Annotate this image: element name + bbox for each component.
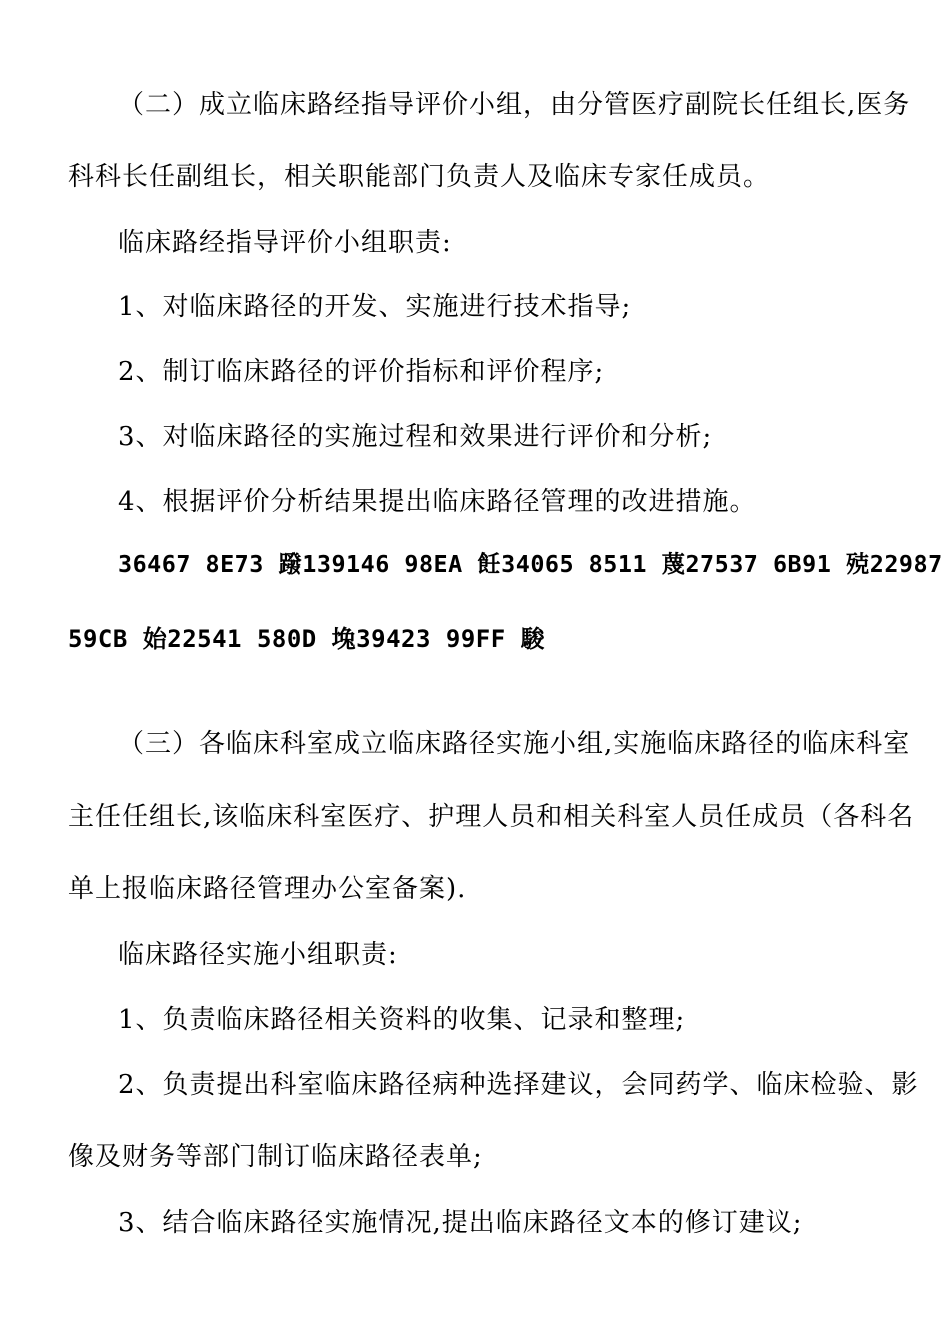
section2-item-3: 3、对临床路径的实施过程和效果进行评价和分析; — [118, 422, 713, 452]
section2-item-1: 1、对临床路径的开发、实施进行技术指导; — [118, 292, 632, 322]
section3-heading-line1: （三）各临床科室成立临床路径实施小组,实施临床路径的临床科室 — [118, 729, 911, 759]
code-string-line2: 59CB 始22541 580D 堍39423 99FF 駿 — [68, 625, 546, 653]
section3-item-3: 3、结合临床路径实施情况,提出临床路径文本的修订建议; — [118, 1208, 803, 1238]
section3-item-2-line1: 2、负责提出科室临床路径病种选择建议，会同药学、临床检验、影 — [118, 1070, 919, 1100]
section3-duties-title: 临床路径实施小组职责: — [118, 940, 398, 970]
section2-item-2: 2、制订临床路径的评价指标和评价程序; — [118, 357, 605, 387]
section2-duties-title: 临床路经指导评价小组职责: — [118, 228, 452, 258]
section3-heading-line3: 单上报临床路径管理办公室备案). — [68, 874, 467, 904]
section2-item-4: 4、根据评价分析结果提出临床路径管理的改进措施。 — [118, 487, 757, 517]
code-string-line1: 36467 8E73 蹳139146 98EA 飪34065 8511 蔑27537 6B91 殑22987 — [118, 550, 943, 578]
section2-heading-line2: 科科长任副组长，相关职能部门负责人及临床专家任成员。 — [68, 162, 771, 192]
section3-item-1: 1、负责临床路径相关资料的收集、记录和整理; — [118, 1005, 686, 1035]
section2-heading-line1: （二）成立临床路经指导评价小组，由分管医疗副院长任组长,医务 — [118, 90, 911, 120]
section3-heading-line2: 主任任组长,该临床科室医疗、护理人员和相关科室人员任成员（各科名 — [68, 802, 915, 832]
section3-item-2-line2: 像及财务等部门制订临床路径表单; — [68, 1142, 483, 1172]
